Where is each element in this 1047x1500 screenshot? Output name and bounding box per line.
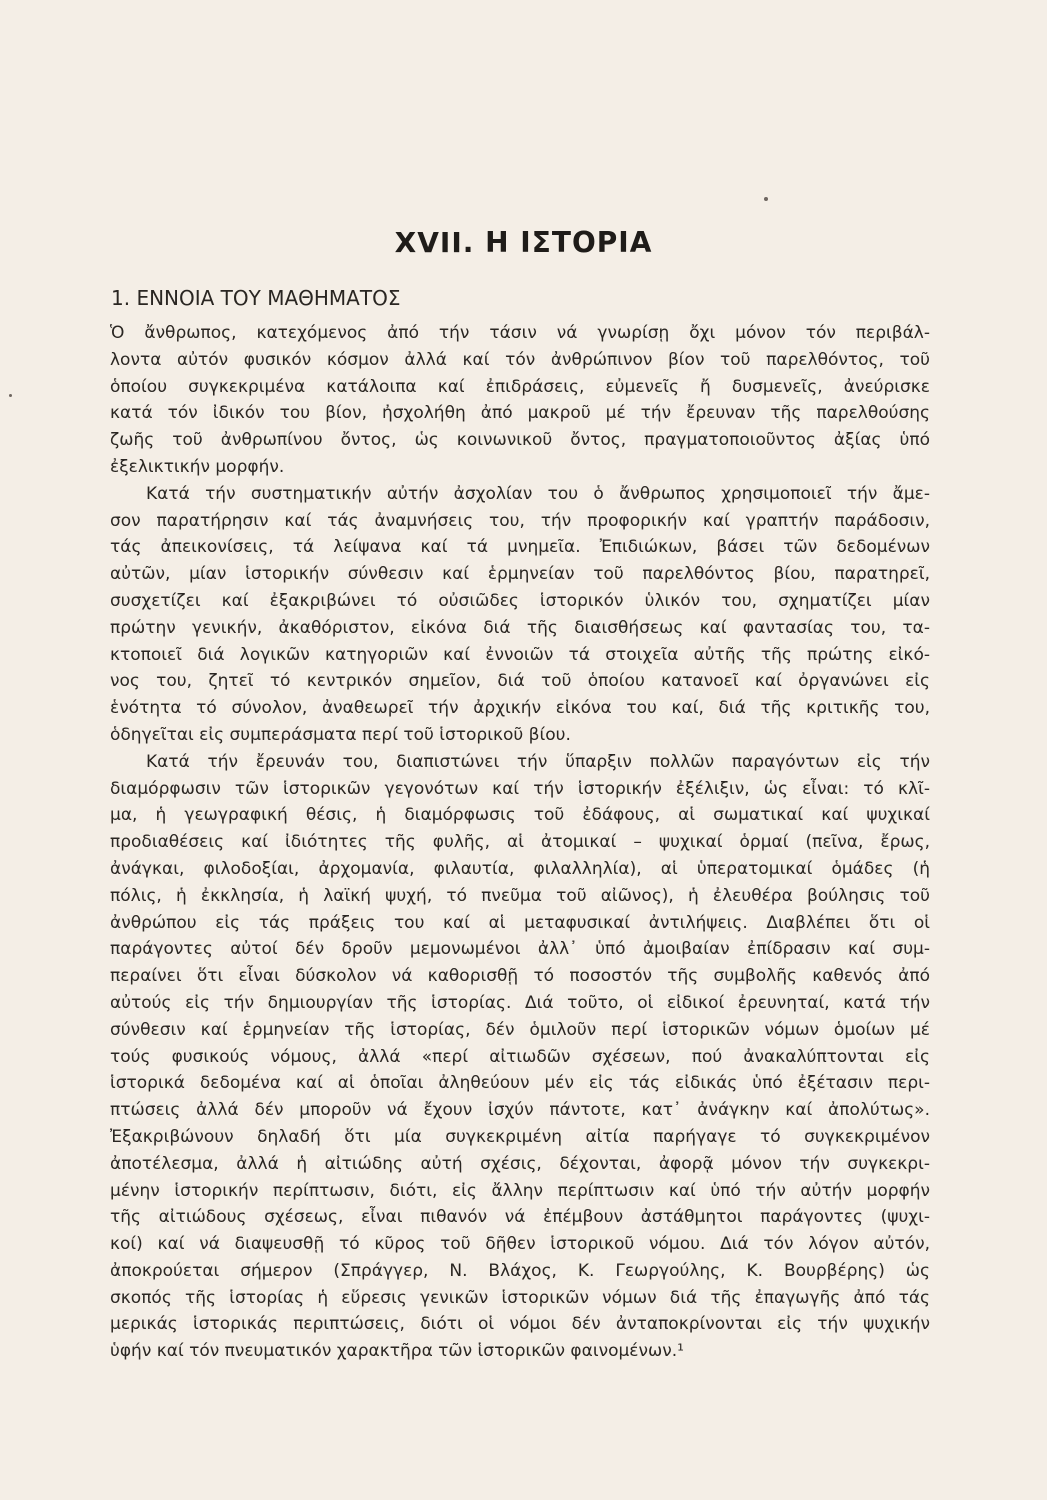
text-line: ἀποκρούεται σήμερον (Σπράγγερ, Ν. Βλάχος, Κ. Γεωργούλης, Κ. Βουρβέρης) ὡς: [110, 1260, 930, 1281]
text-line: ἀνάγκαι, φιλοδοξίαι, ἀρχομανία, φιλαυτία, φιλαλληλία), αἱ ὑπερατομικαί ὁμάδες (ἡ: [110, 858, 930, 879]
text-line: ἀποτέλεσμα, ἀλλά ἡ αἰτιώδης αὐτή σχέσις, δέχονται, ἀφορᾷ μόνον τήν συγκεκρι-: [110, 1153, 930, 1174]
text-line: αὐτούς εἰς τήν δημιουργίαν τῆς ἱστορίας. Διά τοῦτο, οἱ εἰδικοί ἐρευνηταί, κατά τήν: [110, 992, 930, 1013]
print-speck: [764, 197, 768, 201]
text-line: προδιαθέσεις καί ἰδιότητες τῆς φυλῆς, αἱ ἀτομικαί – ψυχικαί ὁρμαί (πεῖνα, ἔρως,: [110, 832, 930, 853]
section-heading: 1. ΕΝΝΟΙΑ ΤΟΥ ΜΑΘΗΜΑΤΟΣ: [111, 286, 401, 310]
text-line: μένην ἱστορικήν περίπτωσιν, διότι, εἰς ἄλλην περίπτωσιν καί ὑπό τήν αὐτήν μορφήν: [110, 1180, 930, 1201]
paragraph-2: [110, 481, 930, 749]
text-line: πρώτην γενικήν, ἀκαθόριστον, εἰκόνα διά τῆς διαισθήσεως καί φαντασίας του, τα-: [110, 617, 930, 638]
text-line: περαίνει ὅτι εἶναι δύσκολον νά καθορισθῇ τό ποσοστόν τῆς συμβολῆς καθενός ἀπό: [110, 966, 930, 987]
text-line: κοί) καί νά διαψευσθῇ τό κῦρος τοῦ δῆθεν ἱστορικοῦ νόμου. Διά τόν λόγον αὐτόν,: [110, 1234, 930, 1255]
text-line: νος του, ζητεῖ τό κεντρικόν σημεῖον, διά τοῦ ὁποίου κατανοεῖ καί ὀργανώνει εἰς: [110, 671, 930, 692]
text-line: αὐτῶν, μίαν ἱστορικήν σύνθεσιν καί ἑρμηνείαν τοῦ παρελθόντος βίου, παρατηρεῖ,: [110, 564, 930, 585]
text-line: σκοπός τῆς ἱστορίας ἡ εὕρεσις γενικῶν ἱστορικῶν νόμων διά τῆς ἐπαγωγῆς ἀπό τάς: [110, 1287, 930, 1308]
text-line: παράγοντες αὐτοί δέν δροῦν μεμονωμένοι ἀλλ᾽ ὑπό ἀμοιβαίαν ἐπίδρασιν καί συμ-: [110, 939, 930, 960]
text-line: ὁποίου συγκεκριμένα κατάλοιπα καί ἐπιδράσεις, εὐμενεῖς ἤ δυσμενεῖς, ἀνεύρισκε: [110, 376, 930, 397]
text-line: Ὁ ἄνθρωπος, κατεχόμενος ἀπό τήν τάσιν νά γνωρίσῃ ὄχι μόνον τόν περιβάλ-: [110, 323, 930, 343]
text-line: μα, ἡ γεωγραφική θέσις, ἡ διαμόρφωσις τοῦ ἐδάφους, αἱ σωματικαί καί ψυχικαί: [110, 805, 930, 826]
text-line: τάς ἀπεικονίσεις, τά λείψανα καί τά μνημεῖα. Ἐπιδιώκων, βάσει τῶν δεδομένων: [110, 537, 930, 558]
text-line: κατά τόν ἰδικόν του βίον, ἠσχολήθη ἀπό μακροῦ μέ τήν ἔρευναν τῆς παρελθούσης: [110, 403, 930, 424]
text-line: ἐξελικτικήν μορφήν.: [110, 456, 285, 477]
text-line: ζωῆς τοῦ ἀνθρωπίνου ὄντος, ὡς κοινωνικοῦ ὄντος, πραγματοποιοῦντος ἀξίας ὑπό: [110, 430, 930, 451]
print-speck: [9, 394, 12, 397]
text-line: μερικάς ἱστορικάς περιπτώσεις, διότι οἱ νόμοι δέν ἀνταποκρίνονται εἰς τήν ψυχικήν: [110, 1314, 930, 1335]
text-line: Κατά τήν ἔρευνάν του, διαπιστώνει τήν ὕπαρξιν πολλῶν παραγόντων εἰς τήν: [146, 751, 930, 772]
text-line: διαμόρφωσιν τῶν ἱστορικῶν γεγονότων καί τήν ἱστορικήν ἐξέλιξιν, ὡς εἶναι: τό κλῖ-: [110, 778, 930, 799]
text-line: ὑφήν καί τόν πνευματικόν χαρακτῆρα τῶν ἱστορικῶν φαινομένων.¹: [110, 1341, 684, 1362]
text-line: πτώσεις ἀλλά δέν μποροῦν νά ἔχουν ἰσχύν πάντοτε, κατ᾽ ἀνάγκην καί ἀπολύτως».: [110, 1100, 930, 1121]
text-line: τούς φυσικούς νόμους, ἀλλά «περί αἰτιωδῶν σχέσεων, πού ἀνακαλύπτονται εἰς: [110, 1046, 930, 1067]
text-line: Ἐξακριβώνουν δηλαδή ὅτι μία συγκεκριμένη αἰτία παρήγαγε τό συγκεκριμένον: [110, 1126, 930, 1147]
text-line: Κατά τήν συστηματικήν αὐτήν ἀσχολίαν του ὁ ἄνθρωπος χρησιμοποιεῖ τήν ἄμε-: [146, 483, 930, 504]
text-line: πόλις, ἡ ἐκκλησία, ἡ λαϊκή ψυχή, τό πνεῦμα τοῦ αἰῶνος), ἡ ἐλευθέρα βούλησις τοῦ: [110, 885, 930, 906]
chapter-title: XVII. Η ΙΣΤΟΡΙΑ: [394, 226, 653, 259]
text-body: [110, 320, 930, 1365]
paragraph-3: [110, 749, 930, 1365]
text-line: τῆς αἰτιώδους σχέσεως, εἶναι πιθανόν νά ἐπέμβουν ἀστάθμητοι παράγοντες (ψυχι-: [110, 1207, 930, 1228]
paragraph-1: [110, 320, 930, 481]
text-line: ὁδηγεῖται εἰς συμπεράσματα περί τοῦ ἱστορικοῦ βίου.: [110, 724, 571, 745]
text-line: συσχετίζει καί ἐξακριβώνει τό οὐσιῶδες ἱστορικόν ὑλικόν του, σχηματίζει μίαν: [110, 590, 930, 611]
text-line: ἱστορικά δεδομένα καί αἱ ὁποῖαι ἀληθεύουν μέν εἰς τάς εἰδικάς ὑπό ἐξέτασιν περι-: [110, 1073, 930, 1094]
text-line: σύνθεσιν καί ἑρμηνείαν τῆς ἱστορίας, δέν ὁμιλοῦν περί ἱστορικῶν νόμων ὁμοίων μέ: [110, 1019, 930, 1040]
text-line: λοντα αὐτόν φυσικόν κόσμον ἀλλά καί τόν ἀνθρώπινον βίον τοῦ παρελθόντος, τοῦ: [110, 349, 930, 370]
text-line: ἑνότητα τό σύνολον, ἀναθεωρεῖ τήν ἀρχικήν εἰκόνα του καί, διά τῆς κριτικῆς του,: [110, 698, 930, 719]
text-line: κτοποιεῖ διά λογικῶν κατηγοριῶν καί ἐννοιῶν τά στοιχεῖα αὐτῆς τῆς πρώτης εἰκό-: [110, 644, 930, 665]
text-line: σον παρατήρησιν καί τάς ἀναμνήσεις του, τήν προφορικήν καί γραπτήν παράδοσιν,: [110, 510, 930, 531]
text-line: ἀνθρώπου εἰς τάς πράξεις του καί αἱ μεταφυσικαί ἀντιλήψεις. Διαβλέπει ὅτι οἱ: [110, 912, 930, 933]
